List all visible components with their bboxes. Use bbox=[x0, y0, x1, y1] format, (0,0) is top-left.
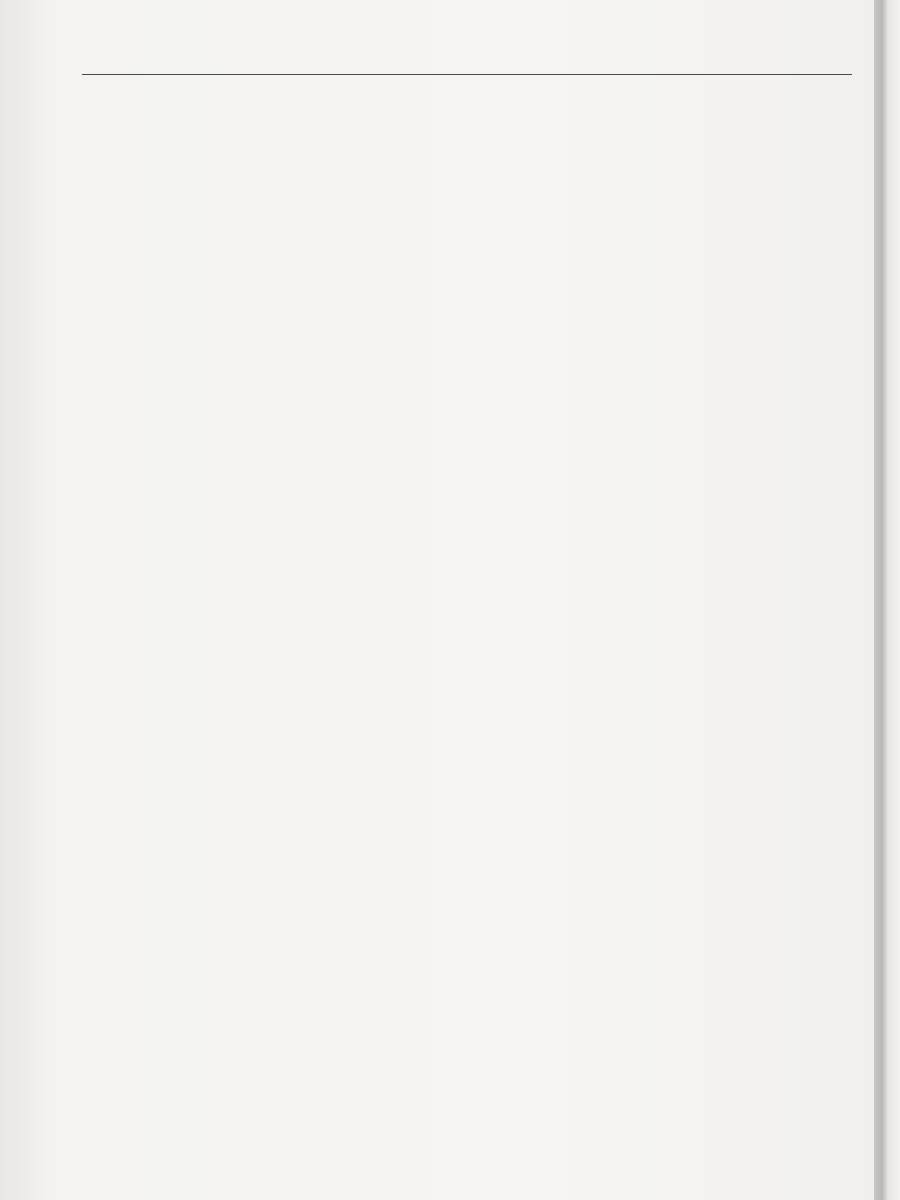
page-binding-edge bbox=[874, 0, 900, 1200]
header-rule bbox=[82, 74, 852, 75]
